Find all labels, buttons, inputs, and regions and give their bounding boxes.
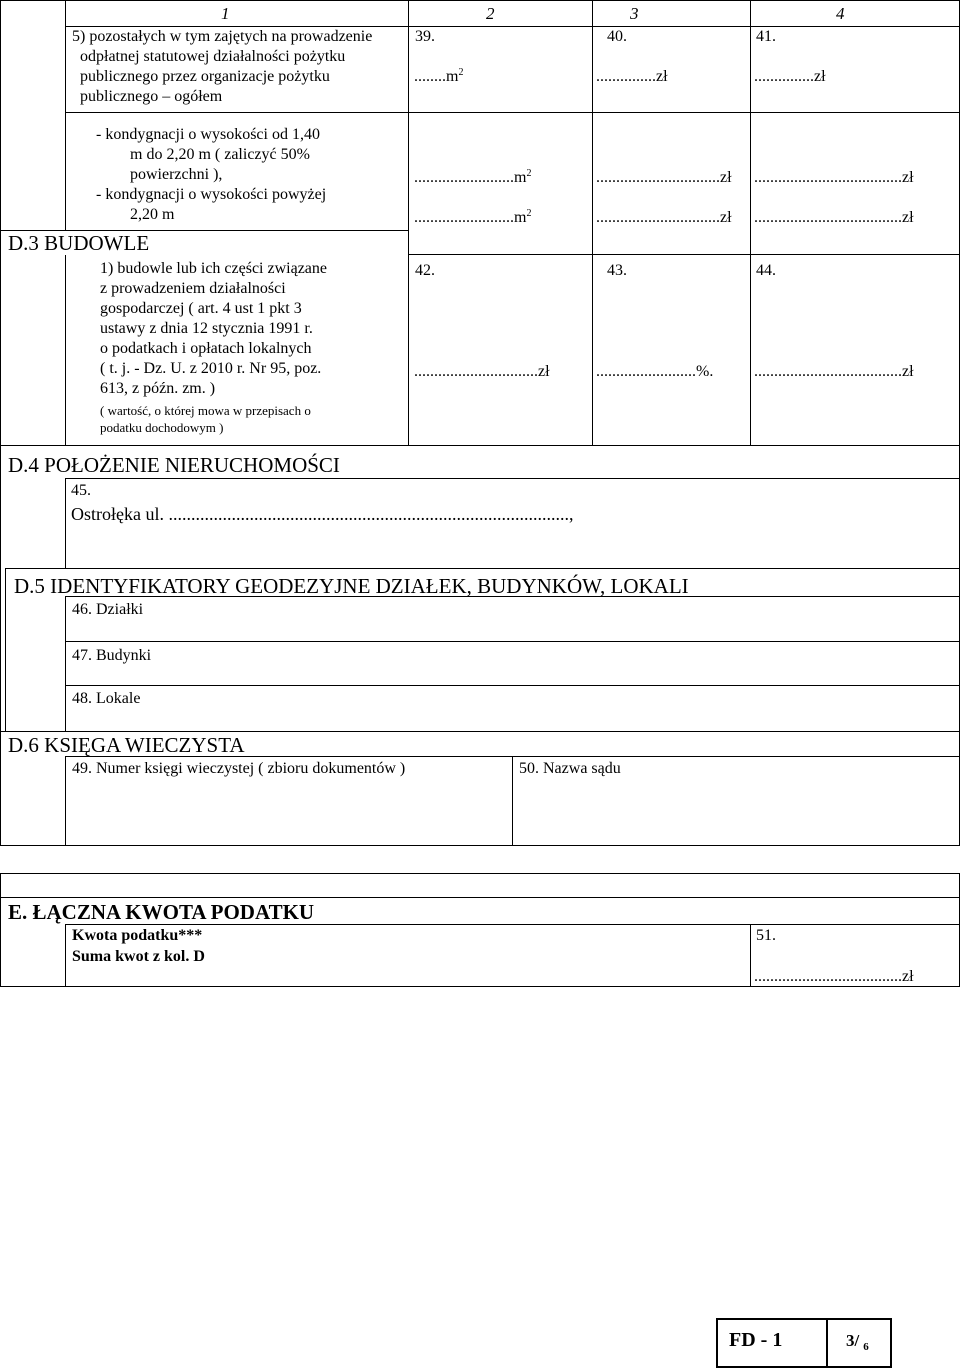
d4-top-line: [65, 478, 960, 479]
e-grid-line: [65, 924, 960, 925]
d3-section-title: D.3 BUDOWLE: [8, 231, 150, 255]
d3-description: [100, 259, 327, 436]
sum-label: Suma kwot z kol. D: [72, 948, 205, 965]
row5-line: odpłatnej statutowej działalności pożytku: [80, 48, 346, 65]
field-51-number: 51.: [756, 927, 776, 944]
d6-top-line: [0, 731, 960, 732]
kondygnacje-line: - kondygnacji o wysokości od 1,40: [96, 126, 320, 143]
field-41-amount[interactable]: ...............zł: [754, 68, 826, 85]
field-45-number: 45.: [71, 482, 91, 499]
d3-note-line: podatku dochodowym ): [100, 420, 224, 435]
d4-section-title: D.4 POŁOŻENIE NIERUCHOMOŚCI: [8, 453, 340, 477]
kondygnacje-line: powierzchni ),: [130, 166, 223, 183]
left-indent-line: [65, 0, 66, 446]
d4-left-line: [65, 478, 66, 568]
address-field[interactable]: Ostrołęka ul. .........................................................................................,: [71, 504, 574, 524]
d3-line: o podatkach i opłatach lokalnych: [100, 340, 312, 357]
d3-line: 1) budowle lub ich części związane: [100, 260, 328, 277]
field-44-amount[interactable]: .....................................zł: [754, 363, 914, 380]
field-39-number: 39.: [415, 28, 435, 45]
kondygnacje-area-b-value: .........................m: [414, 209, 527, 226]
kondygnacje-amount-a-col3[interactable]: ...............................zł: [596, 169, 732, 186]
header-col-2: 2: [486, 4, 495, 23]
form-code-divider: [826, 1318, 828, 1368]
header-col-1: 1: [221, 4, 230, 23]
field-40-number: 40.: [607, 28, 627, 45]
header-col-4: 4: [836, 4, 845, 23]
kondygnacje-area-a-value: .........................m: [414, 169, 527, 186]
field-39-area[interactable]: $........m^2$: [414, 67, 464, 85]
d3-note-line: ( wartość, o której mowa w przepisach o: [100, 403, 311, 418]
d5-inner-line: [65, 596, 66, 731]
d6-left-line: [65, 756, 66, 846]
court-name-label: 50. Nazwa sądu: [519, 760, 621, 777]
field-41-number: 41.: [756, 28, 776, 45]
column-divider-1: [408, 0, 409, 446]
d3-line: ustawy z dnia 12 stycznia 1991 r.: [100, 320, 313, 337]
column-divider-3: [750, 0, 751, 446]
row5-divider: [65, 112, 960, 113]
d3-line: 613, z późn. zm. ): [100, 380, 216, 397]
dzialki-label: 46. Działki: [72, 601, 144, 618]
d5-section-title: D.5 IDENTYFIKATORY GEODEZYJNE DZIAŁEK, BUDYNKÓW, LOKALI: [14, 574, 689, 598]
field-43-number: 43.: [607, 262, 627, 279]
e-left-line: [65, 924, 66, 987]
d3-line: gospodarczej ( art. 4 ust 1 pkt 3: [100, 300, 302, 317]
e-right-line: [750, 924, 751, 987]
field-39-value: ........m: [414, 68, 459, 85]
kondygnacje-line: - kondygnacji o wysokości powyżej: [96, 186, 327, 203]
row5-line: publicznego – ogółem: [80, 88, 223, 105]
field-44-number: 44.: [756, 262, 776, 279]
land-register-number-label: 49. Numer księgi wieczystej ( zbioru dokumentów ): [72, 760, 406, 777]
row5-line: publicznego przez organizacje pożytku: [80, 68, 330, 85]
header-col-3: 3: [630, 4, 639, 23]
d5-grid-line-2: [65, 641, 960, 642]
page-number: [846, 1330, 869, 1354]
budynki-label: 47. Budynki: [72, 647, 152, 664]
tax-amount-label: Kwota podatku***: [72, 927, 203, 944]
d3-line: z prowadzeniem działalności: [100, 280, 286, 297]
field-42-number: 42.: [415, 262, 435, 279]
d5-left-line: [5, 568, 6, 731]
e-section-title: E. ŁĄCZNA KWOTA PODATKU: [8, 900, 315, 924]
d5-grid-line-1: [65, 596, 960, 597]
page-current: 3/: [846, 1331, 860, 1350]
field-51-amount[interactable]: .....................................zł: [754, 968, 914, 985]
d6-middle-line: [512, 756, 513, 846]
kondygnacje-area-b[interactable]: $.........................m^2$: [414, 208, 532, 226]
d6-section-title: D.6 KSIĘGA WIECZYSTA: [8, 733, 245, 757]
d3-line: ( t. j. - Dz. U. z 2010 r. Nr 95, poz.: [100, 360, 322, 377]
field-43-rate[interactable]: .........................%.: [596, 363, 714, 380]
page-total: 6: [863, 1341, 869, 1353]
d5-top-line: [5, 568, 960, 569]
row5-description: [72, 27, 372, 107]
kondygnacje-amount-b-col3[interactable]: ...............................zł: [596, 209, 732, 226]
column-divider-2: [592, 0, 593, 446]
d5-grid-line-3: [65, 685, 960, 686]
kondygnacje-amount-b-col4[interactable]: .....................................zł: [754, 209, 914, 226]
kondygnacje-description: [96, 125, 326, 225]
row5-line: 5) pozostałych w tym zajętych na prowadzenie: [72, 28, 373, 45]
lokale-label: 48. Lokale: [72, 690, 141, 707]
kondygnacje-line: 2,20 m: [130, 206, 175, 223]
kondygnacje-area-a[interactable]: $.........................m^2$: [414, 168, 532, 186]
field-42-amount[interactable]: ...............................zł: [414, 363, 550, 380]
kondygnacje-line: m do 2,20 m ( zaliczyć 50%: [130, 146, 310, 163]
field-40-amount[interactable]: ...............zł: [596, 68, 668, 85]
form-code: FD - 1: [729, 1329, 783, 1351]
total-tax-inner-top: [0, 897, 960, 898]
kondygnacje-amount-a-col4[interactable]: .....................................zł: [754, 169, 914, 186]
